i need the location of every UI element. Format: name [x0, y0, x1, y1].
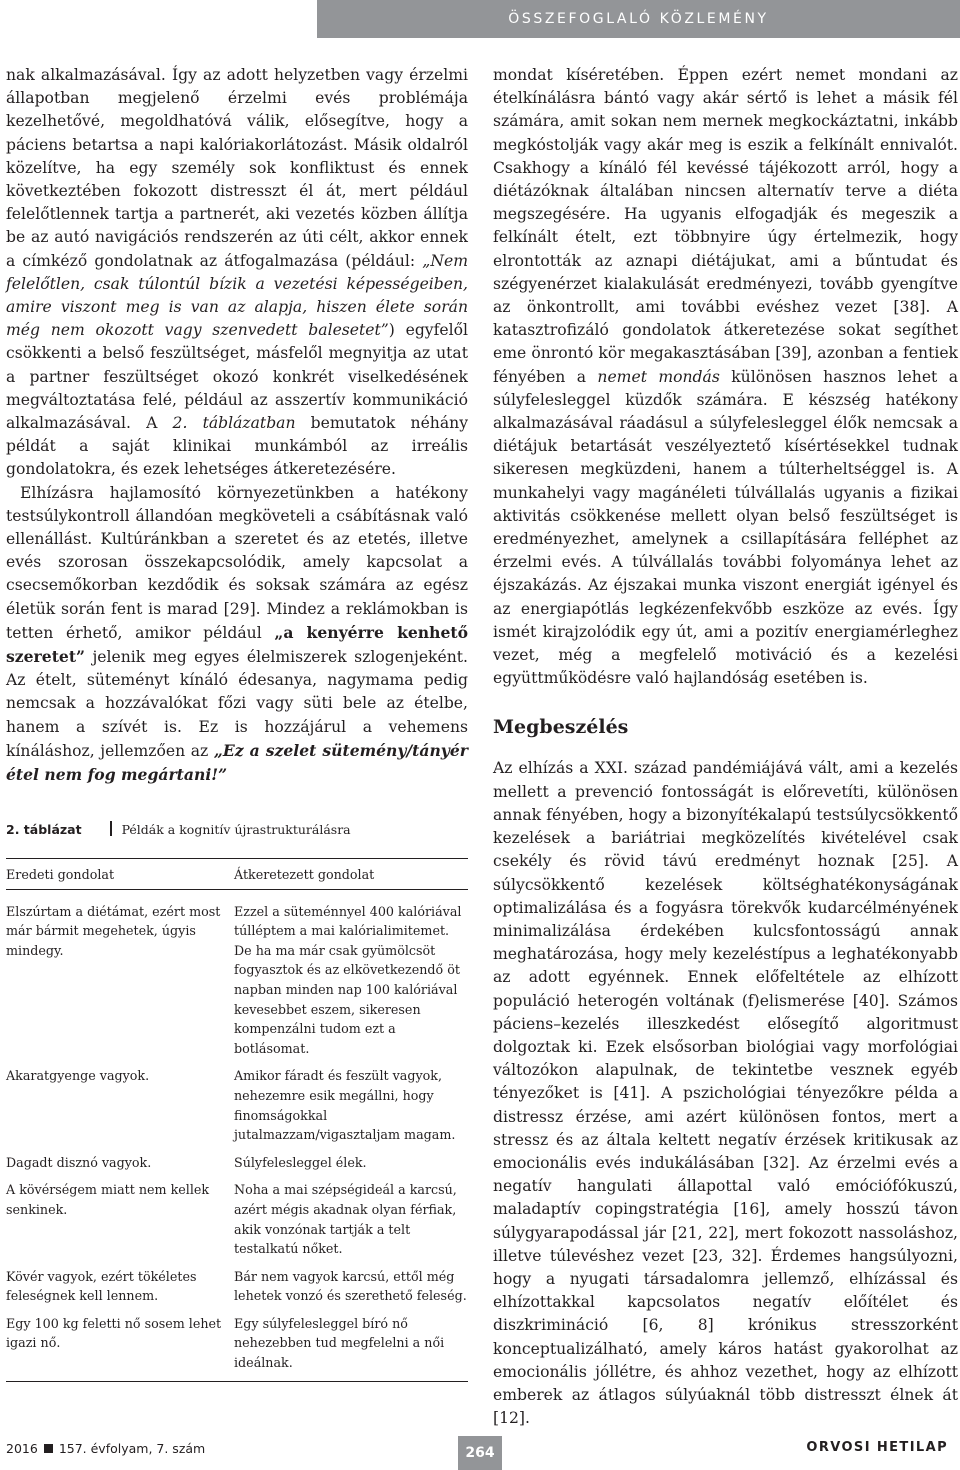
reframed-thought: Egy súlyfelesleggel bíró nő nehezebben tud megfelelni a női ideálnak. — [234, 1315, 445, 1371]
table-reference: 2. táblázatban — [172, 414, 296, 433]
table-row — [6, 1175, 468, 1261]
page-number: 264 — [458, 1436, 502, 1470]
table-header-row — [6, 858, 468, 890]
italic-quote: „Ez a szelet sütemény/tányér étel nem fog megártani!” — [6, 740, 468, 785]
section-heading: Megbeszélés — [493, 716, 629, 739]
text-run: különösen hasznos lehet a súlyfelesleggel küzdők számára. E készség hatékony alkalmazásával ráadásul a súlyfelesleggel élők nemcsak a diétájuk betartását veszélyeztető kísértésekkel tudnak sikeresen megküzdeni, hanem a túlterheltséggel is. A munkahelyi vagy magánéleti túlvállalás ugyanis a fizikai aktivitás csökkenése mellett olyan belső feszültséget is eredményezhet, amelynek a csillapítására felléphet az érzelmi evés. A túlvállalás további folyománya lehet az éjszakázás. Az éjszakai munka viszont energiát igényel és az energiapótlás legkézenfekvőbb eszköze az evés. Így ismét kirajzolódik egy út, ami a pozitív energiamérleghez vezet, még a megfelelő motiváció és a kezelési együttműködésre való hajlandóság esetében is. — [493, 367, 958, 688]
original-thought: A kövérségem miatt nem kellek senkinek. — [6, 1182, 210, 1217]
bold-quote: „a kenyérre kenhető szeretet” — [6, 622, 468, 667]
square-bullet-icon — [44, 1444, 53, 1453]
table-row — [6, 1148, 468, 1176]
text-run: jelenik meg egyes élelmiszerek szlogenjeként. Az ételt, süteményt kínáló édesanya, nagymama pedig nemcsak a hozzávalókat főzi vagy süti bele az ételbe, hanem a szívét is. Ez is hozzájárul a vehemens kínáláshoz, jellemzően az — [6, 648, 468, 760]
table-title: Példák a kognitív újrastrukturálásra — [121, 822, 351, 837]
right-column — [493, 64, 958, 1430]
section-title: ÖSSZEFOGLALÓ KÖZLEMÉNY — [508, 11, 769, 27]
left-column — [6, 64, 468, 787]
reframed-thought: Ezzel a süteménnyel 400 kalóriával túlléptem a mai kalórialimitemet. De ha ma már csak gyümölcsöt fogyasztok és az elkövetkezendő öt napban minden nap 100 kalóriával kevesebbet eszem, sikeresen kompenzálni tudom ezt a botlásomat. — [234, 903, 462, 1056]
table-row — [6, 1309, 468, 1382]
table-row — [6, 1262, 468, 1309]
reframed-thought: Amikor fáradt és feszült vagyok, nehezemre esik megállni, hogy finomságokkal jutalmazzam/vigasztaljam magam. — [234, 1068, 456, 1143]
table-2 — [6, 818, 468, 1382]
text-run: bemutatok néhány példát a saját klinikai munkámból az irreális gondolatokra, és ezek lehetséges átkeretezésére. — [6, 414, 469, 479]
footer-volume: 157. évfolyam, 7. szám — [58, 1441, 206, 1456]
text-run: Elhízásra hajlamosító környezetünkben a hatékony testsúlykontroll állandóan megköveteli a csábításnak való ellenállást. Kultúránkban a szeretet és az etetés, illetve evés szorosan összekapcsolódik, amely kapcsolat a csecsemőkorban kezdődik és soksak számára az egész életük során fent is marad [29]. Mindez a reklámokban is tetten érhető, amikor például — [6, 483, 468, 642]
footer-issue-info — [6, 1441, 205, 1456]
footer-year: 2016 — [6, 1441, 38, 1456]
left-paragraph-1 — [6, 64, 468, 482]
text-run: ) egyfelől csökkenti a belső feszültséget, másfelől megnyitja az utat a partner feszültséget okozó konkrét viselkedésének megváltoztatása felé, például az asszertív kommunikáció alkalmazásával. A — [6, 321, 468, 433]
caption-divider — [110, 821, 112, 836]
reframed-thought: Noha a mai szépségideál a karcsú, azért mégis akadnak olyan férfiak, akik vonzónak tartják a telt testalkatú nőket. — [234, 1182, 457, 1257]
table-row — [6, 1061, 468, 1147]
column-header-reframed: Átkeretezett gondolat — [234, 867, 375, 882]
italic-quote: „Nem felelőtlen, csak túlontúl bízik a vezetési képességeiben, amire viszont meg is van az alapja, hiszen élete során még nem okozott vagy szenvedett balesetet” — [6, 251, 468, 340]
reframed-thought: Súlyfelesleggel élek. — [234, 1154, 367, 1170]
table-caption — [6, 818, 468, 848]
text-run: nak alkalmazásával. Így az adott helyzetben vagy érzelmi állapotban megjelenő érzelmi evés problémája kezelhetővé, megoldhatóvá válik, elősegítve, hogy a páciens betartsa a napi kalóriakorlátozást. Másik oldalról közelítve, ha egy személy sok konfliktust és ennek következtében fokozott distresszt él át, mert például felelőtlennek tartja a partnerét, aki vezetés közben állítja be az autó navigációs rendszerén az úti célt, akkor ennek a címkéző gondolatnak az átfogalmazása (például: — [6, 66, 468, 270]
column-header-original: Eredeti gondolat — [6, 867, 115, 882]
original-thought: Akaratgyenge vagyok. — [6, 1068, 150, 1084]
table-row — [6, 890, 468, 1062]
text-run: mondat kíséretében. Éppen ezért nemet mondani az ételkínálásra bántó vagy akár sértő is lehet a másik fél számára, amit sokan nem mernek megkockáztatni, inkább megkóstolják vagy akár meg is eszik a felkínált ennivalót. Csakhogy a kínáló fél kevéssé tájékozott arról, hogy a diétázóknak általában nincsen alternatív terve a diéta megszegésére. Ha ugyanis elfogadják és megeszik a felkínált ételt, ezt többnyire úgy értelmezik, hogy elrontották az aznapi diétájukat, ami a bűntudat és szégyenérzet kialakulását eredményezi, tovább gyengítve az önkontrollt, ami további evéshez vezet [38]. A katasztrofizáló gondolatok átkeretezése sokat segíthet eme önrontó kör megakasztásában [39], azonban a fentiek fényében a — [493, 66, 958, 386]
original-thought: Dagadt disznó vagyok. — [6, 1154, 152, 1170]
right-paragraph-1 — [493, 64, 958, 690]
reframed-thought: Bár nem vagyok karcsú, ettől még lehetek vonzó és szerethető feleség. — [234, 1268, 467, 1304]
right-paragraph-2: Az elhízás a XXI. század pandémiájává vált, ami a kezelés mellett a prevenció fontosságát is előrevetíti, különösen annak fényében, hogy a bizonyítékalapú testsúlycsökkentő kezelések a bariátriai megközelítés kivételével csak csekély és rövid távú eredményt hoznak [25]. A súlycsökkentő kezelések költséghatékonyságának optimalizálása és a fogyásra törekvők kudarcélményének minimalizálása érdekében kulcsfontosságú annak meghatározása, hogy mely kezeléstípus a leghatékonyabb az adott egyénnek. Ennek előfeltétele az elhízott populáció heterogén voltának (f)elismerése [40]. Számos páciens–kezelés illeszkedést elősegítő algoritmust dolgoztak ki. Ezek elsősorban biológiai vagy morfológiai változókon alapulnak, de tekintetbe vesznek egyéb tényezőket is [41]. A pszichológiai tényezőkre példa a distressz érzése, ami azért különösen fontos, mert a stressz és az általa keltett negatív érzések kritikusak az emocionális evés indukálásában [32]. Az érzelmi evés a negatív hangulati állapottal való emóciófókuszú, maladaptív copingstratégia [16], amely hosszú távon súlygyarapodással jár [21, 22], mert fokozott nassoláshoz, illetve túlevéshez vezet [23, 32]. Érdemes hangsúlyozni, hogy a nyugati társadalomra jellemző, elhízással és elhízottakkal kapcsolatos negatív előítélet és diszkrimináció [6, 8] krónikus stresszorként konceptualizálható, amely káros hatást gyakorolhat az emocionális jóllétre, és ahhoz vezethet, hogy az elhízott emberek az átlagos súlyúaknál több distresszt élnek át [12]. — [493, 759, 958, 1428]
original-thought: Egy 100 kg feletti nő sosem lehet igazi nő. — [6, 1315, 222, 1351]
left-paragraph-2 — [6, 482, 468, 788]
italic-term: nemet mondás — [597, 367, 720, 386]
original-thought: Kövér vagyok, ezért tökéletes feleségnek kell lennem. — [6, 1268, 197, 1304]
original-thought: Elszúrtam a diétámat, ezért most már bármit megehetek, úgyis mindegy. — [6, 903, 221, 958]
journal-name: ORVOSI HETILAP — [806, 1440, 948, 1455]
table-number: 2. táblázat — [6, 822, 82, 837]
